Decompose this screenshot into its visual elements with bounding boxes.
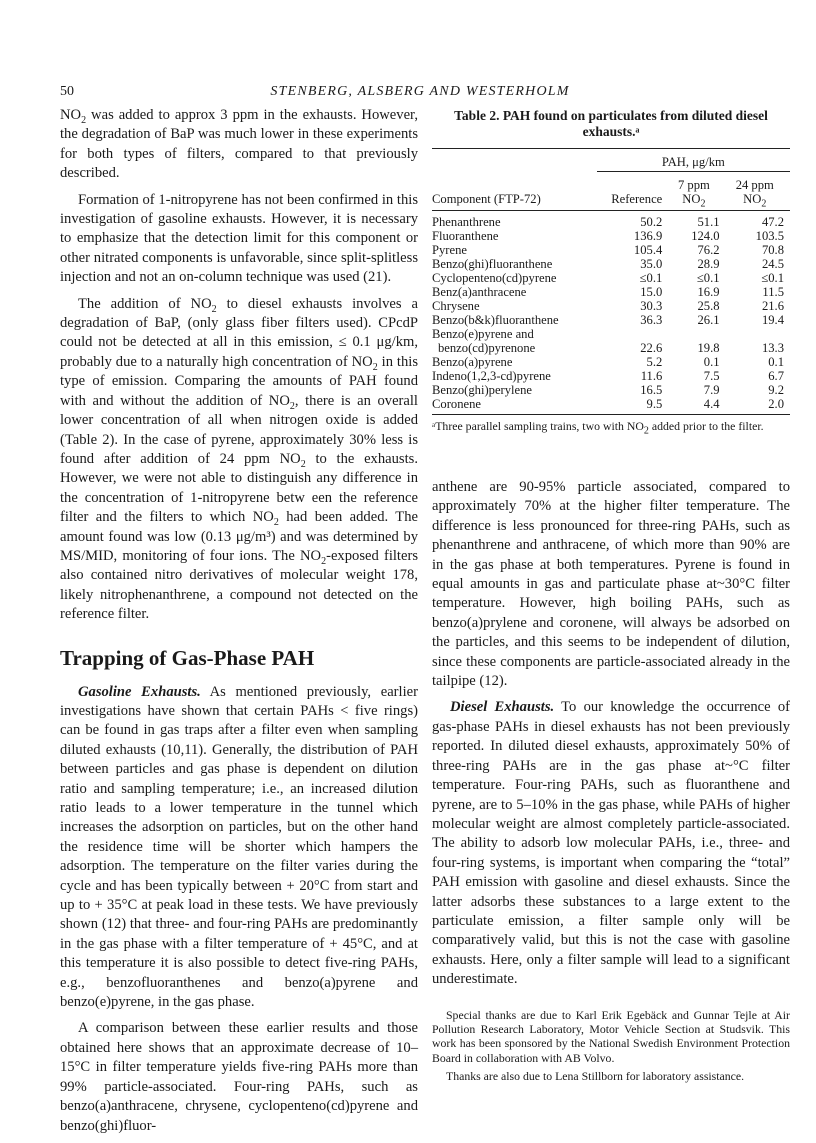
running-header bbox=[60, 84, 780, 104]
paragraph-fluoranthene-continued: anthene are 90-95% particle associated, compared to approximately 70% at the higher filter temperature. The difference is less pronounced for three-ring PAHs, such as phenanthrene and anthracene, of which more than 90% are in the gas phase at both temperatures. Pyrene is found in equal amounts in gas and particulate phase at~30°C filter temperature. However, high boiling PAHs, such as benzo(a)prylene and coronene, will always be adsorbed on the particles, and this seems to be independent of dilution, since these components are particle-associated already in the tailpipe (12). bbox=[432, 479, 790, 690]
page-number: 50 bbox=[60, 84, 74, 99]
table-footnote: ᵃThree parallel sampling trains, two with $NO_2$ added prior to the filter. bbox=[432, 419, 764, 437]
section-heading-trapping: Trapping of Gas-Phase PAH bbox=[60, 645, 315, 670]
acknowledgment-paragraph: Special thanks are due to Karl Erik Egebäck and Gunnar Tejle at Air Pollution Research Laboratory, Motor Vehicle Section at Studsvik. This work has been sponsored by the National Swedish Environment Protection Board in collaboration with AB Volvo. bbox=[432, 1008, 790, 1065]
table-row: Fluoranthene 136.9 124.0 103.5 bbox=[432, 229, 784, 243]
run-in-heading-diesel: Diesel Exhausts. bbox=[450, 699, 555, 716]
table-row: Benz(a)anthracene 15.0 16.9 11.5 bbox=[432, 285, 784, 299]
table-group-header: PAH, μg/km bbox=[661, 155, 725, 169]
table-col-7ppm: 7 ppm $NO_2$ bbox=[677, 178, 710, 210]
table-2 bbox=[432, 108, 790, 437]
acknowledgments bbox=[432, 1008, 790, 1087]
table-caption: Table 2. PAH found on particulates from diluted diesel exhausts.ᵃ bbox=[454, 108, 768, 139]
table-row: Cyclopenteno(cd)pyrene ≤0.1 ≤0.1 ≤0.1 bbox=[432, 271, 784, 285]
acknowledgment-paragraph: Thanks are also due to Lena Stillborn for laboratory assistance. bbox=[446, 1068, 745, 1083]
table-col-reference: Reference bbox=[611, 192, 663, 206]
table-col-component: Component (FTP-72) bbox=[432, 192, 541, 206]
table-row: Benzo(e)pyrene and bbox=[432, 327, 534, 341]
table-row: Benzo(a)pyrene 5.2 0.1 0.1 bbox=[432, 355, 784, 369]
table-row: Coronene 9.5 4.4 2.0 bbox=[432, 397, 784, 411]
left-column bbox=[60, 106, 418, 1143]
pah-table bbox=[432, 149, 790, 414]
running-title: STENBERG, ALSBERG AND WESTERHOLM bbox=[270, 84, 570, 99]
table-row: benzo(cd)pyrenone 22.6 19.8 13.3 bbox=[438, 341, 784, 355]
paragraph-comparison: A comparison between these earlier results and those obtained here shows that an approximate decrease of 10–15°C in filter temperature yields five-ring PAHs more than 99% particle-associated. Four-ring PAHs, such as benzo(a)anthracene, chrysene, cyclopenteno(cd)pyrene and benzo(ghi)fluor- bbox=[60, 1020, 418, 1134]
paragraph-diesel-no2: The addition of $NO_2$ to diesel exhausts involves a degradation of BaP, (only glass fiber filters used). CPcdP could not be detected at all in this emission, ≤ 0.1 μg/km, probably due to a naturally high concentration of $NO_2$ in this type of emission. Comparing the amounts of PAH found with and without the addition of $NO_2$, there is an overall lower concentration of all when nitrogen oxide is added (Table 2). In the case of pyrene, approximately 30% less is found after addition of 24 ppm $NO_2$ to the exhausts. However, we were not able to distinguish any difference in the concentration of 1-nitropyrene betw een the reference filter and the filters to which $NO_2$ had been added. The amount found was low (0.13 μg/m³) and was determined by MS/MID, monitoring of four ions. The $NO_2$-exposed filters also contained nitro derivatives of molecular weight 178, likely nitrophenanthrene, a compound not detected on the reference filter. bbox=[60, 295, 419, 623]
paragraph-no2-continued: $NO_2$ was added to approx 3 ppm in the exhausts. However, the degradation of BaP was much lower in these experiments for both types of filters, compared to that previously described. bbox=[60, 107, 418, 182]
table-row: Chrysene 30.3 25.8 21.6 bbox=[432, 299, 784, 313]
paragraph-nitropyrene-gasoline: Formation of 1-nitropyrene has not been confirmed in this investigation of gasoline exhausts. However, it is necessary to emphasize that the detection limit for this component or other nitrated components is unfavorable, since split-splitless injection and not an on-column technique was used (21). bbox=[60, 191, 418, 286]
table-row: Indeno(1,2,3-cd)pyrene 11.6 7.5 6.7 bbox=[432, 369, 784, 383]
table-col-24ppm: 24 ppm $NO_2$ bbox=[735, 178, 774, 210]
table-row: Benzo(ghi)fluoranthene 35.0 28.9 24.5 bbox=[432, 257, 784, 271]
table-row: Pyrene 105.4 76.2 70.8 bbox=[432, 243, 784, 257]
table-row: Benzo(ghi)perylene 16.5 7.9 9.2 bbox=[432, 383, 784, 397]
run-in-heading-gasoline: Gasoline Exhausts. bbox=[78, 683, 201, 700]
table-row: Benzo(b&k)fluoranthene 36.3 26.1 19.4 bbox=[432, 313, 784, 327]
paragraph-diesel-exhausts: Diesel Exhausts. To our knowledge the occurrence of gas-phase PAHs in diesel exhausts has not been previously reported. In diluted diesel exhausts, approximately 50% of three-ring PAHs are in the gas phase at~°C filter temperature. Four-ring PAHs, such as fluoranthene and pyrene, are to 5–10% in the gas phase, while PAHs of higher molecular weight are almost completely particle-associated. The ability to adsorb low molecular PAHs, i.e., three- and four-ring systems, is important when comparing the “total” PAH emission with gasoline and diesel exhausts. Since the latter adsorbs these substances to a large extent to the particulate emission, a filter sample only will be comparatively valid, but this is not the case with gasoline exhausts. Here, only a filter sample will lead to a significant underestimate. bbox=[432, 699, 790, 988]
table-row: Phenanthrene 50.2 51.1 47.2 bbox=[432, 215, 784, 229]
paragraph-gasoline-exhausts: Gasoline Exhausts. As mentioned previously, earlier investigations have shown that certain PAHs < five rings) can be found in gas traps after a filter even when sampling diluted exhausts (10,11). Generally, the distribution of PAH between particles and gas phase is dependent on dilution ratio and sampling temperature; i.e., an increased dilution ratio leads to a lower temperature in the tunnel which increases the adsorption on particles, but on the other hand the residence time will be shorter which hampers the adsorption. The temperature on the filter varies during the cycle and has been typically between + 20°C from start and up to + 35°C at peak load in these tests. We have previously shown (12) that three- and four-ring PAHs are predominantly in the gas phase with a filter temperature of + 45°C, and at this temperature it is also possible to detect five-ring PAHs, e.g., benzofluoranthenes and benzo(a)pyrene and benzo(e)pyrene, in the gas phase. bbox=[60, 683, 418, 1011]
right-column bbox=[432, 478, 790, 997]
